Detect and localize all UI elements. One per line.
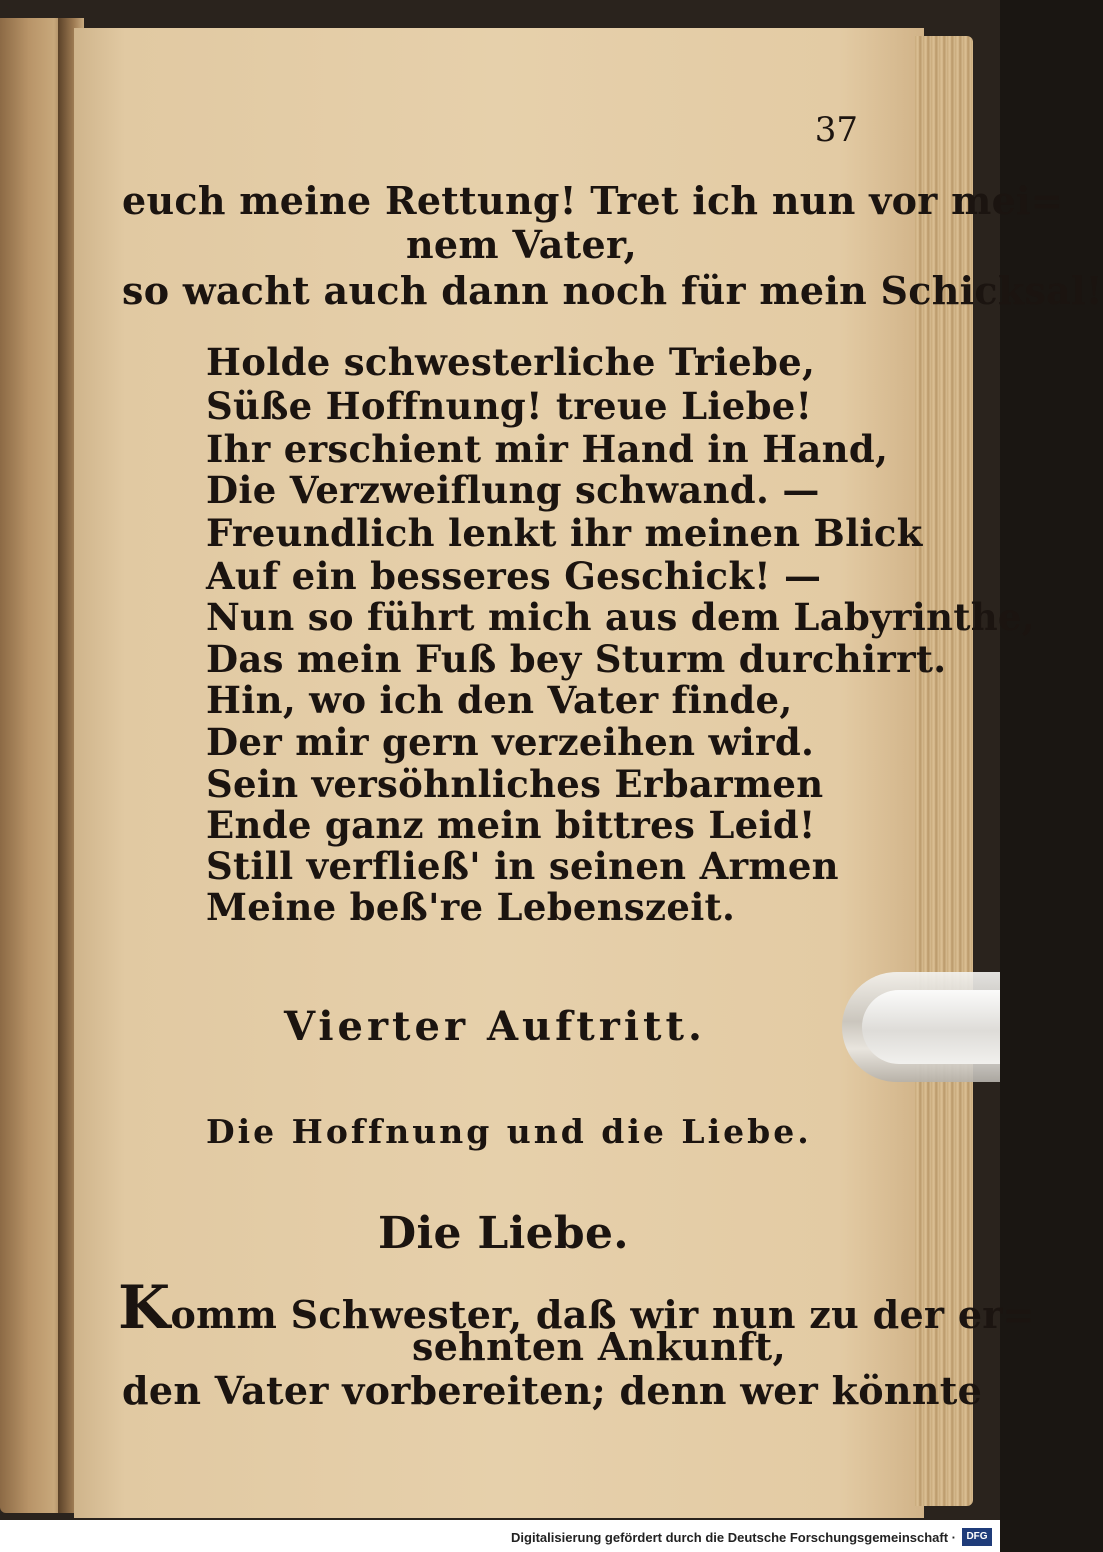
verse-line: Ende ganz mein bittres Leid! [206,803,816,847]
prose-line-1: euch meine Rettung! Tret ich nun vor mei= [122,178,1063,223]
verse-line: Süße Hoffnung! treue Liebe! [206,384,813,428]
prose-line-3: so wacht auch dann noch für mein Schicksal! [122,268,1103,313]
verse-line: Holde schwesterliche Triebe, [206,340,816,384]
verse-line: Das mein Fuß bey Sturm durchirrt. [206,637,947,681]
page-clip-highlight [862,990,1000,1064]
verse-line: Meine beß're Lebenszeit. [206,885,736,929]
verse-line: Still verfließ' in seinen Armen [206,844,839,888]
footer-credit: Digitalisierung gefördert durch die Deutsche Forschungsgemeinschaft · [511,1530,956,1545]
verse-line: Nun so führt mich aus dem Labyrinthe, [206,595,1035,639]
verse-line: Sein versöhnliches Erbarmen [206,762,824,806]
scene-characters: Die Hoffnung und die Liebe. [206,1112,812,1151]
verse-line: Auf ein besseres Geschick! — [206,554,822,598]
prose-line-2: nem Vater, [406,222,638,267]
verse-line: Hin, wo ich den Vater finde, [206,678,793,722]
page-number: 37 [814,110,858,150]
speaker-name: Die Liebe. [378,1208,629,1259]
drop-cap: K [118,1273,171,1343]
verse-line: Die Verzweiflung schwand. — [206,468,820,512]
prose-bottom-line-2: sehnten Ankunft, [412,1324,787,1369]
dfg-logo-icon: DFG [962,1528,992,1546]
verse-line: Der mir gern verzeihen wird. [206,720,815,764]
verse-line: Freundlich lenkt ihr meinen Blick [206,511,923,555]
scene-heading: Vierter Auftritt. [284,1003,706,1050]
verse-line: Ihr erschient mir Hand in Hand, [206,427,889,471]
prose-bottom-line-3: den Vater vorbereiten; denn wer könnte [122,1368,983,1413]
prose-bottom-line-1-text: omm Schwester, daß wir nun zu der er= [170,1292,1035,1337]
